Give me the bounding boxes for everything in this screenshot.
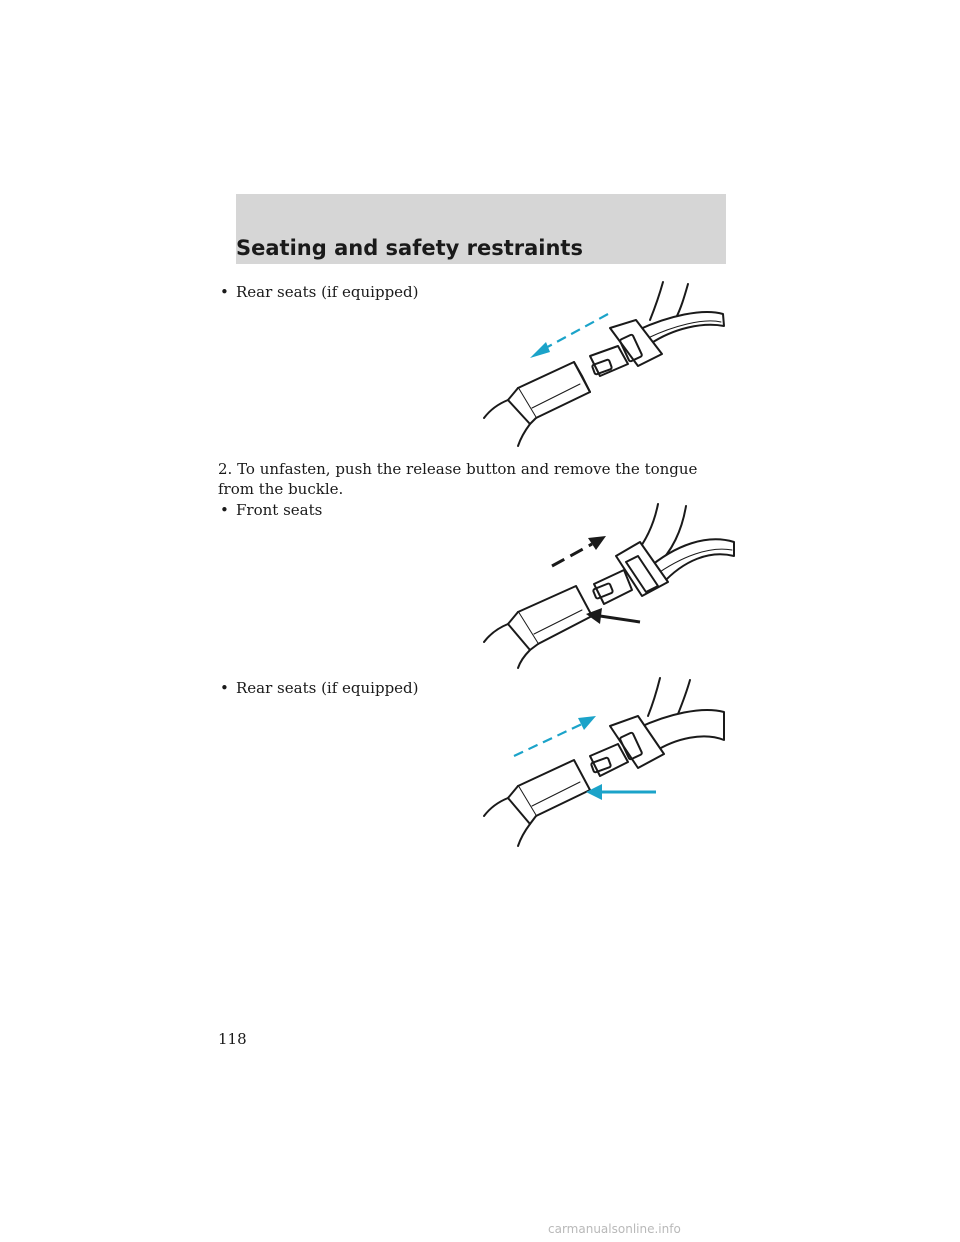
bullet-marker: •: [220, 679, 229, 697]
rear-buckle-fasten-illustration: [478, 280, 734, 450]
rear-seats-label: Rear seats (if equipped): [236, 679, 419, 697]
unfasten-instruction: 2. To unfasten, push the release button and remove the tongue from the buckle.: [218, 460, 698, 498]
rear-seats-label: Rear seats (if equipped): [236, 283, 419, 301]
watermark: carmanualsonline.info: [548, 1222, 681, 1236]
page-number: 118: [218, 1030, 247, 1048]
front-buckle-release-illustration: [478, 500, 738, 670]
rear-buckle-release-illustration: [478, 676, 734, 848]
bullet-marker: •: [220, 283, 229, 301]
section-title: Seating and safety restraints: [236, 236, 583, 260]
front-seats-label: Front seats: [236, 501, 323, 519]
bullet-marker: •: [220, 501, 229, 519]
